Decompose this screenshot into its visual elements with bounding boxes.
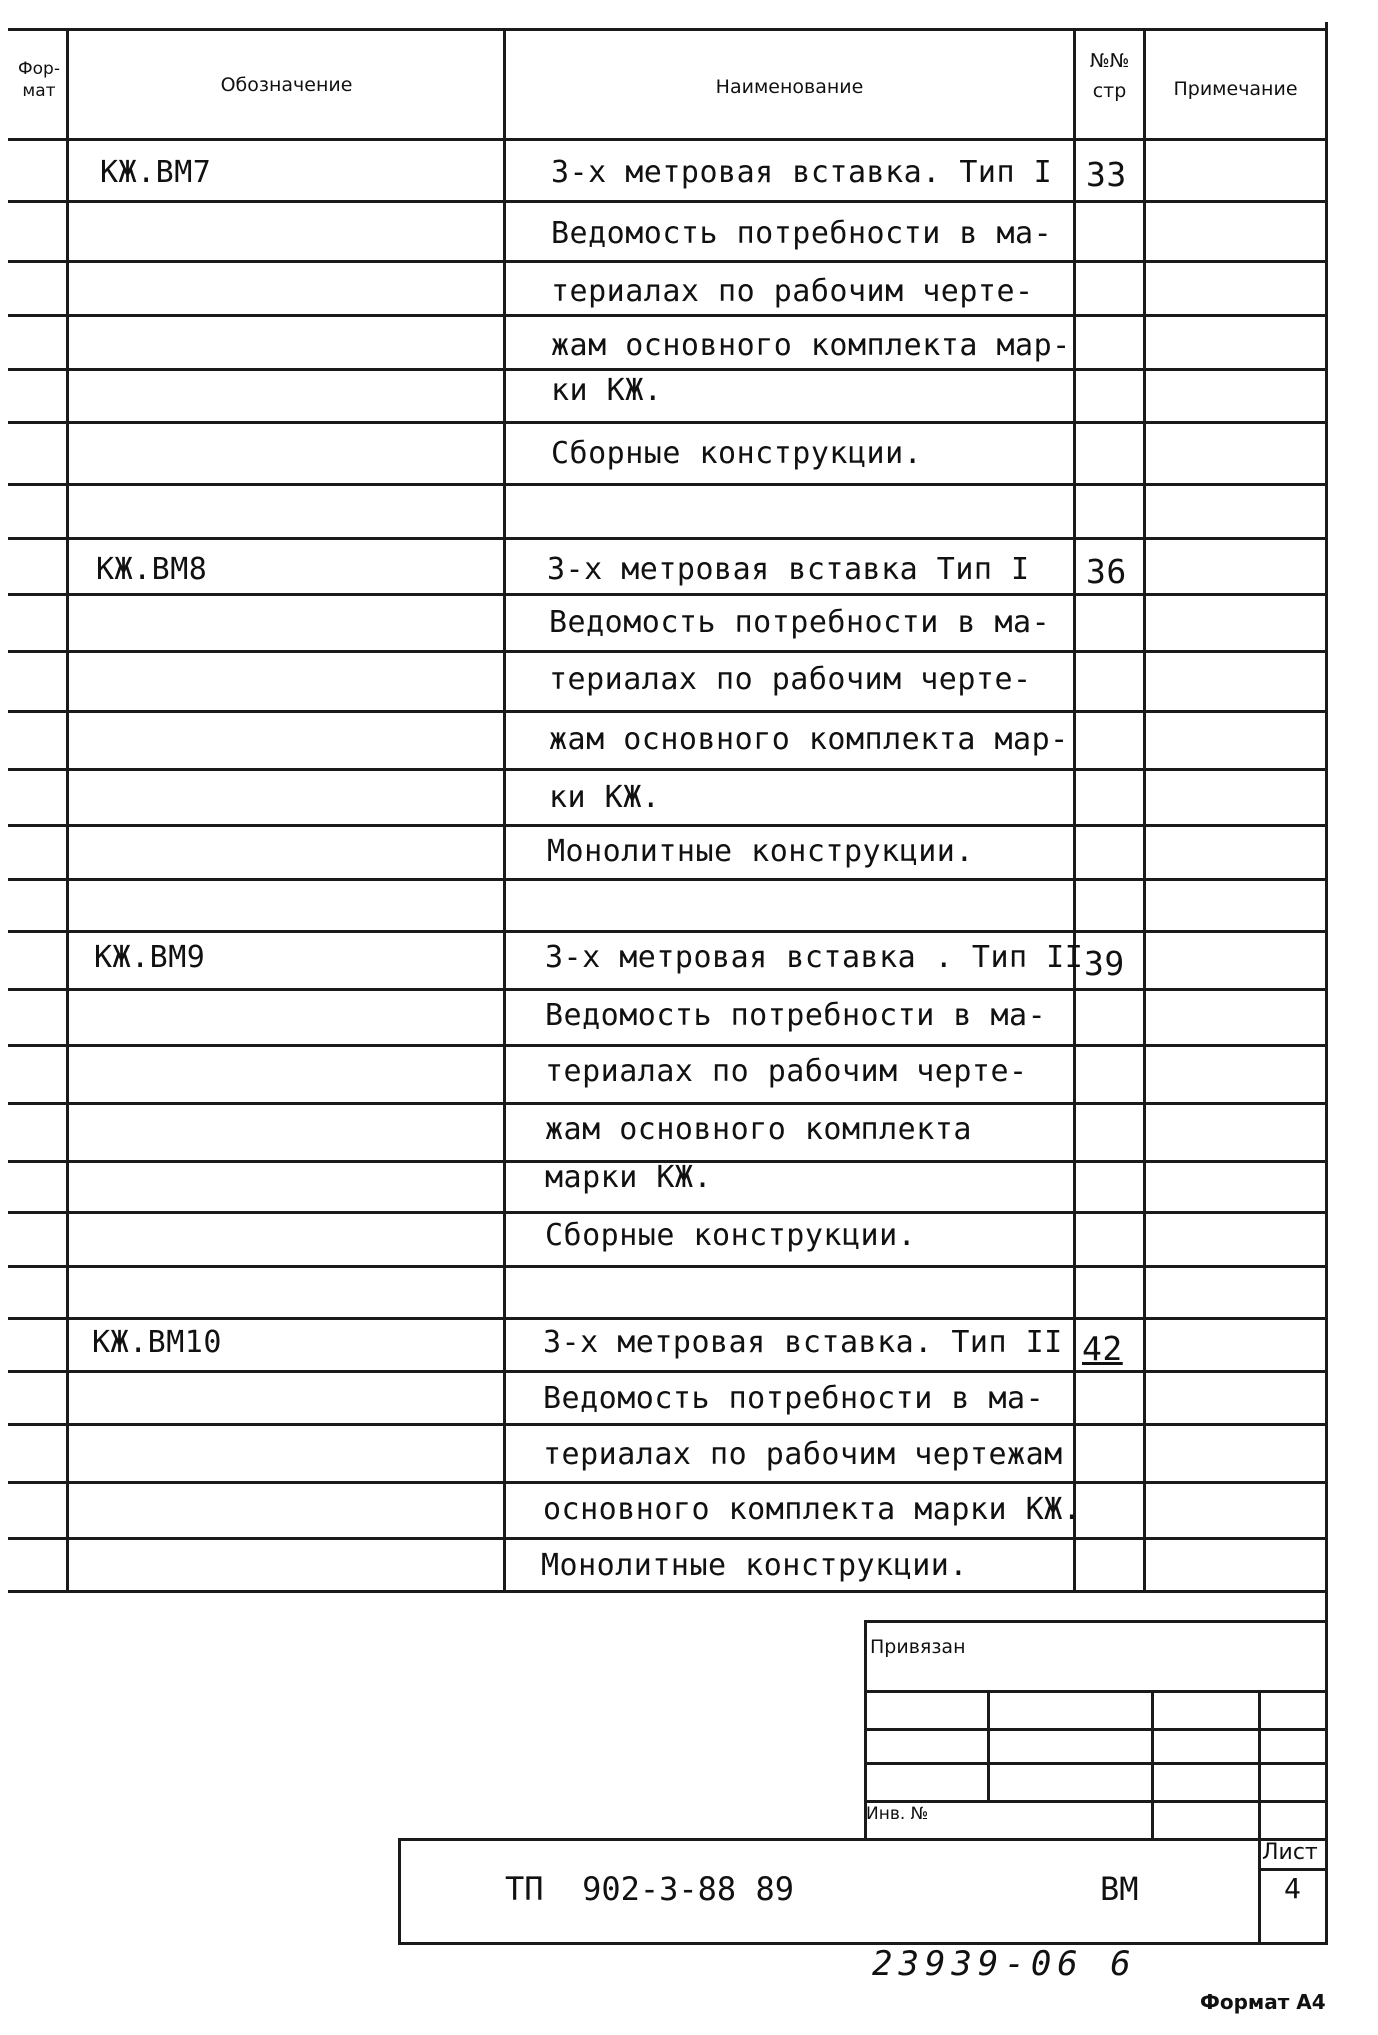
row-line xyxy=(8,710,1328,713)
entry-line: териалах по рабочим черте- xyxy=(551,274,1034,309)
table-bottom-line xyxy=(8,1590,1328,1593)
entry-line: жам основного комплекта xyxy=(545,1112,972,1147)
format-label: Формат А4 xyxy=(1200,1990,1326,2014)
entry-line: териалах по рабочим чертежам xyxy=(543,1437,1063,1472)
titleblock-bottom-line xyxy=(398,1942,1328,1945)
sheet-number: 4 xyxy=(1284,1872,1301,1905)
entry-line: териалах по рабочим черте- xyxy=(545,1054,1028,1089)
row-line xyxy=(8,1102,1328,1105)
right-frame-line xyxy=(1325,22,1328,1944)
entry-page: 42 xyxy=(1082,1329,1123,1368)
entry-line: марки КЖ. xyxy=(545,1160,713,1195)
entry-line: Ведомость потребности в ма- xyxy=(543,1381,1045,1416)
row-line xyxy=(8,537,1328,540)
row-line xyxy=(8,260,1328,263)
entry-line: 3-х метровая вставка Тип I xyxy=(547,552,1030,587)
entry-line: Монолитные конструкции. xyxy=(547,834,974,869)
header-note: Примечание xyxy=(1173,78,1298,100)
row-line xyxy=(8,1423,1328,1426)
titleblock-top-line xyxy=(398,1838,1328,1841)
entry-line: ки КЖ. xyxy=(551,373,663,408)
entry-line: ки КЖ. xyxy=(549,780,661,815)
entry-line: 3-х метровая вставка. Тип II xyxy=(543,1325,1063,1360)
row-line xyxy=(8,368,1328,371)
row-line xyxy=(8,1481,1328,1484)
row-line xyxy=(8,1265,1328,1268)
entry-line: Сборные конструкции. xyxy=(551,436,923,471)
header-format: Фор-мат xyxy=(18,59,60,101)
handwritten-number: 23939-06 6 xyxy=(872,1944,1137,1984)
stamp-col-line xyxy=(1151,1690,1154,1840)
sheet-label: Лист xyxy=(1262,1840,1318,1865)
entry-line: Ведомость потребности в ма- xyxy=(549,605,1051,640)
entry-line: жам основного комплекта мар- xyxy=(551,328,1071,363)
row-line xyxy=(8,930,1328,933)
header-page-no: №№ стр xyxy=(1089,50,1130,102)
entry-line: Сборные конструкции. xyxy=(545,1218,917,1253)
row-line xyxy=(8,1211,1328,1214)
entry-line: Монолитные конструкции. xyxy=(541,1548,968,1583)
entry-line: жам основного комплекта мар- xyxy=(549,722,1069,757)
top-line xyxy=(8,28,1328,31)
row-line xyxy=(8,1537,1328,1540)
row-line xyxy=(8,768,1328,771)
col-format-line xyxy=(66,30,69,1592)
inv-no-label: Инв. № xyxy=(866,1804,929,1824)
privyazan-label: Привязан xyxy=(870,1636,966,1658)
entry-line: Ведомость потребности в ма- xyxy=(551,216,1053,251)
row-line xyxy=(8,421,1328,424)
header-bottom-line xyxy=(8,138,1328,141)
row-line xyxy=(8,878,1328,881)
entry-page: 36 xyxy=(1086,552,1127,591)
entry-line: Ведомость потребности в ма- xyxy=(545,998,1047,1033)
entry-line: 3-х метровая вставка. Тип I xyxy=(551,155,1053,190)
row-line xyxy=(8,1370,1328,1373)
row-line xyxy=(8,1044,1328,1047)
row-line xyxy=(8,200,1328,203)
entry-page: 33 xyxy=(1086,155,1127,194)
entry-line: 3-х метровая вставка . Тип II xyxy=(545,940,1084,975)
entry-line: териалах по рабочим черте- xyxy=(549,662,1032,697)
entry-code: КЖ.ВМ7 xyxy=(100,155,212,190)
sheet-label-line xyxy=(1258,1868,1328,1871)
row-line xyxy=(8,483,1328,486)
document-mark: ВМ xyxy=(1100,1870,1139,1908)
titleblock-left-line xyxy=(398,1838,401,1944)
entry-page: 39 xyxy=(1084,944,1125,983)
document-code: ТП 902-3-88 89 xyxy=(505,1870,794,1908)
row-line xyxy=(8,988,1328,991)
header-designation: Обозначение xyxy=(220,74,353,96)
col-name-line xyxy=(1073,30,1076,1592)
entry-code: КЖ.ВМ10 xyxy=(92,1325,222,1360)
row-line xyxy=(8,650,1328,653)
stamp-top-line xyxy=(864,1620,1328,1623)
row-line xyxy=(8,314,1328,317)
entry-code: КЖ.ВМ9 xyxy=(94,940,206,975)
col-designation-line xyxy=(503,30,506,1592)
stamp-col-line xyxy=(1258,1690,1261,1840)
row-line xyxy=(8,824,1328,827)
stamp-col-line xyxy=(987,1690,990,1800)
col-page-line xyxy=(1143,30,1146,1592)
row-line xyxy=(8,593,1328,596)
entry-line: основного комплекта марки КЖ. xyxy=(543,1492,1082,1527)
entry-code: КЖ.ВМ8 xyxy=(96,552,208,587)
row-line xyxy=(8,1317,1328,1320)
header-name: Наименование xyxy=(715,76,864,98)
sheet-col-line xyxy=(1258,1838,1261,1944)
